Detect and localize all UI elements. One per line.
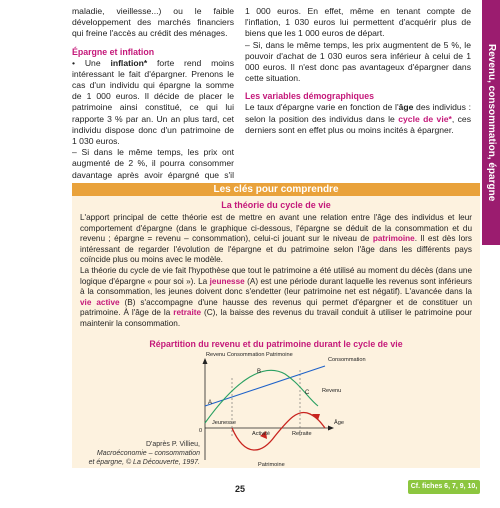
y-axis-arrow [203, 358, 208, 364]
zone-label-b: B [257, 369, 262, 375]
phase-label-retraite: Retraite [292, 431, 312, 437]
paragraph: 1 000 euros. En effet, même en tenant compte de l'inflation, 1 030 euros lui permettent d'acquérir plus de biens que les 1 000 euros de départ. [245, 6, 471, 39]
keyword-cycle-de-vie: cycle de vie* [398, 113, 452, 124]
text-run: (A) est une période durant laquelle les revenus sont inférieurs à la consommation, les jeunes doivent donc s'endetter (leur patrimoine net est négatif). L'avancée dans la [80, 276, 472, 297]
legend-revenu: Revenu [322, 388, 342, 394]
text-run: • Une [72, 57, 111, 68]
source-line: et épargne, © La Découverte, 1997. [88, 459, 200, 466]
series-revenu-line [205, 370, 318, 423]
paragraph: maladie, vieillesse...) ou le faible développement des marchés financiers qui freine l'accès au crédit des ménages. [72, 6, 234, 39]
source-line: D'après P. Villieu, [146, 441, 200, 448]
keyword-patrimoine: patrimoine [372, 234, 415, 244]
keyword-retraite: retraite [173, 308, 202, 318]
text-run: Le taux d'épargne varie en fonction de l' [245, 102, 399, 113]
text-run: des individus : selon la position des individus dans le [245, 102, 471, 124]
phase-label-activite: Activité [252, 431, 271, 437]
x-axis-label: Âge [334, 420, 344, 426]
keyword-vie-active: vie active [80, 297, 120, 307]
zone-label-c: C [305, 390, 310, 396]
text-run: , ces derniers sont en effet plus ou moins incités à épargner. [245, 113, 472, 135]
chart-title: Répartition du revenu et du patrimoine durant le cycle de vie [149, 339, 403, 349]
paragraph: – Si, dans le même temps, les prix augmentent de 5 %, le pouvoir d'achat de 1 030 euros sera inférieur à celui de 1 000 euros. Il n'est donc pas avantageux d'épargner dans cette situation. [245, 39, 471, 84]
y-axis-label: Revenu Consommation Patrimoine [206, 352, 293, 358]
text-run: . Il est dès lors intéressant de regarder l'évolution de l'épargne et du patrimoine selon l'âge dans les différents pays coïncide plus ou moins avec le modèle. [80, 234, 472, 265]
keyword-inflation: inflation* [110, 57, 148, 68]
paragraph: – Si dans le même temps, les prix ont augmenté de 2 %, il pourra consommer davantage après avoir épargné que s'il [72, 147, 234, 180]
paragraph [245, 102, 471, 136]
chart-source [80, 440, 200, 467]
subheading-inflation: Épargne et inflation [72, 46, 155, 57]
legend-patrimoine: Patrimoine [258, 462, 285, 468]
text-run: (B) s'accompagne d'une hausse des revenus qui permet d'épargner et de constituer un patrimoine. À l'âge de la [80, 297, 473, 318]
paragraph [72, 58, 234, 148]
text-run: (C), la baisse des revenus du travail conduit à utiliser le patrimoine pour maintenir la consommation. [80, 308, 472, 328]
subheading-demography: Les variables démographiques [245, 91, 375, 102]
keyword-age: âge [398, 102, 414, 113]
keyword-jeunesse: jeunesse [209, 276, 245, 286]
origin-label: 0 [199, 428, 203, 434]
phase-label-jeunesse: Jeunesse [212, 420, 236, 426]
cross-reference-tab[interactable]: Cf. fiches 6, 7, 9, 10, 80 [408, 480, 480, 494]
x-axis-arrow [328, 426, 334, 431]
section-banner-title: Les clés pour comprendre [213, 184, 339, 195]
text-run: L'apport principal de cette théorie est de mettre en avant une relation entre l'âge des individus et leur comportement d'épargne (dans le graphique ci-dessous, l'épargne se déduit de la consommation et du revenu ; épargne = revenu – consommation), celui-ci jouant sur le niveau de [80, 213, 472, 244]
text-run: forte rend moins intéressant le fait d'épargner. Prenons le cas d'un individu qui épargne la somme de 1 000 euros. Il décide de placer le patrimoine ainsi constitué, ce qui lui rapporte 3 % par an. Un an plus tard, cet individu dispose donc d'un patrimoine de 1 030 euros. [72, 57, 234, 147]
side-tab-label: Revenu, consommation, épargne [486, 43, 497, 202]
text-run: La théorie du cycle de vie fait l'hypothèse que tout le patrimoine a été utilisé au moment du décès (dans une logique d'épargne « pour soi »). La [80, 265, 472, 286]
source-line: Macroéconomie – consommation [96, 450, 200, 457]
patrimoine-arrow-down [312, 414, 320, 420]
theory-title: La théorie du cycle de vie [221, 200, 331, 210]
text-column-left [72, 6, 234, 192]
text-column-right [245, 6, 471, 136]
theory-text [80, 213, 472, 330]
page-number: 25 [234, 484, 245, 494]
legend-consommation: Consommation [328, 357, 366, 363]
zone-label-a: A [208, 400, 213, 406]
